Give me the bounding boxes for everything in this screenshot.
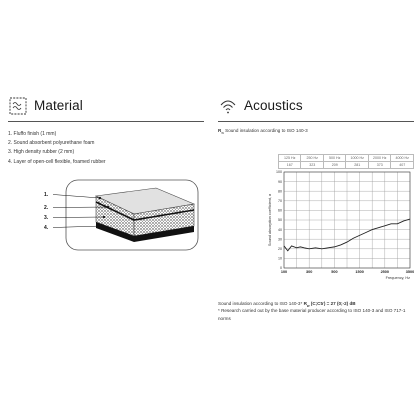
value-cell: 281 [346, 162, 369, 169]
y-tick-label: 80 [278, 189, 282, 194]
layer-item: 1. Fluffo finish (1 mm) [8, 131, 57, 137]
value-cell: 407 [391, 162, 414, 169]
y-tick-label: 0 [280, 266, 282, 271]
material-title: Material [34, 98, 83, 113]
acoustics-divider [218, 121, 414, 122]
freq-cell: 4000 Hz [391, 155, 414, 162]
rw-sub: w [221, 130, 224, 135]
layer-item: 3. High density rubber (2 mm) [8, 149, 75, 156]
acoustics-title: Acoustics [244, 98, 303, 113]
material-section [8, 94, 204, 231]
layer-list [8, 130, 106, 167]
figure-label: 2. [44, 205, 49, 211]
x-tick-label: 100 [280, 270, 288, 274]
y-tick-label: 70 [278, 199, 282, 203]
layer-item: 4. Layer of open-cell flexible, foamed rubber [8, 158, 106, 165]
x-tick-label: 2500 [380, 270, 390, 274]
note-formula: $R_w$ (C;Ctr) = 27 (0;-2) dB [303, 301, 356, 308]
rw-text: Sound insulation according to ISO 140-3 [223, 128, 308, 133]
freq-cell: 1000 Hz [346, 155, 369, 162]
value-cell: 373 [368, 162, 391, 169]
y-tick-label: 100 [276, 170, 282, 175]
fluffy-texture-icon [8, 96, 28, 116]
layer-cross-section-figure [26, 174, 201, 274]
figure-label: 3. [44, 215, 49, 221]
y-axis-label: Sound absorption coefficient, α [268, 193, 272, 247]
freq-cell: 125 Hz [279, 155, 301, 162]
x-tick-label: 1500 [355, 270, 364, 274]
value-cell: 323 [301, 162, 323, 169]
x-tick-label: 3500 [405, 270, 414, 274]
freq-cell: 250 Hz [301, 155, 323, 162]
y-tick-label: 40 [278, 227, 282, 232]
research-note: * Research carried out by the base material producer according to ISO 140-3 and ISO 717-1 norms [218, 308, 406, 322]
material-divider [8, 121, 204, 122]
sound-waves-icon [218, 96, 238, 116]
x-tick-label: 300 [306, 270, 313, 274]
y-tick-label: 90 [278, 179, 282, 184]
freq-cell: 2000 Hz [368, 155, 391, 162]
rw-symbol: R [218, 128, 222, 133]
x-axis-label: Frequency, Hz [385, 276, 410, 280]
rw-caption [218, 128, 308, 135]
material-header [8, 94, 204, 120]
chart-svg [258, 168, 414, 288]
y-tick-label: 30 [278, 237, 282, 242]
layer-item: 2. Sound absorbent polyurethane foam [8, 140, 95, 147]
value-cell: 167 [279, 162, 301, 169]
x-tick-label: 500 [331, 270, 338, 274]
frequency-table [278, 154, 414, 169]
freq-cell: 500 Hz [323, 155, 345, 162]
y-tick-label: 50 [278, 218, 282, 223]
figure-label: 4. [44, 225, 49, 231]
y-tick-label: 20 [278, 247, 282, 251]
y-tick-label: 10 [278, 256, 282, 261]
figure-label: 1. [44, 192, 49, 198]
y-tick-label: 60 [278, 208, 282, 213]
acoustics-header [218, 94, 414, 120]
note-prefix: Sound insulation according to ISO 140-3* [218, 301, 303, 306]
acoustics-section [218, 94, 414, 322]
absorption-chart [258, 168, 414, 288]
value-cell: 209 [323, 162, 345, 169]
table-row [279, 155, 414, 162]
